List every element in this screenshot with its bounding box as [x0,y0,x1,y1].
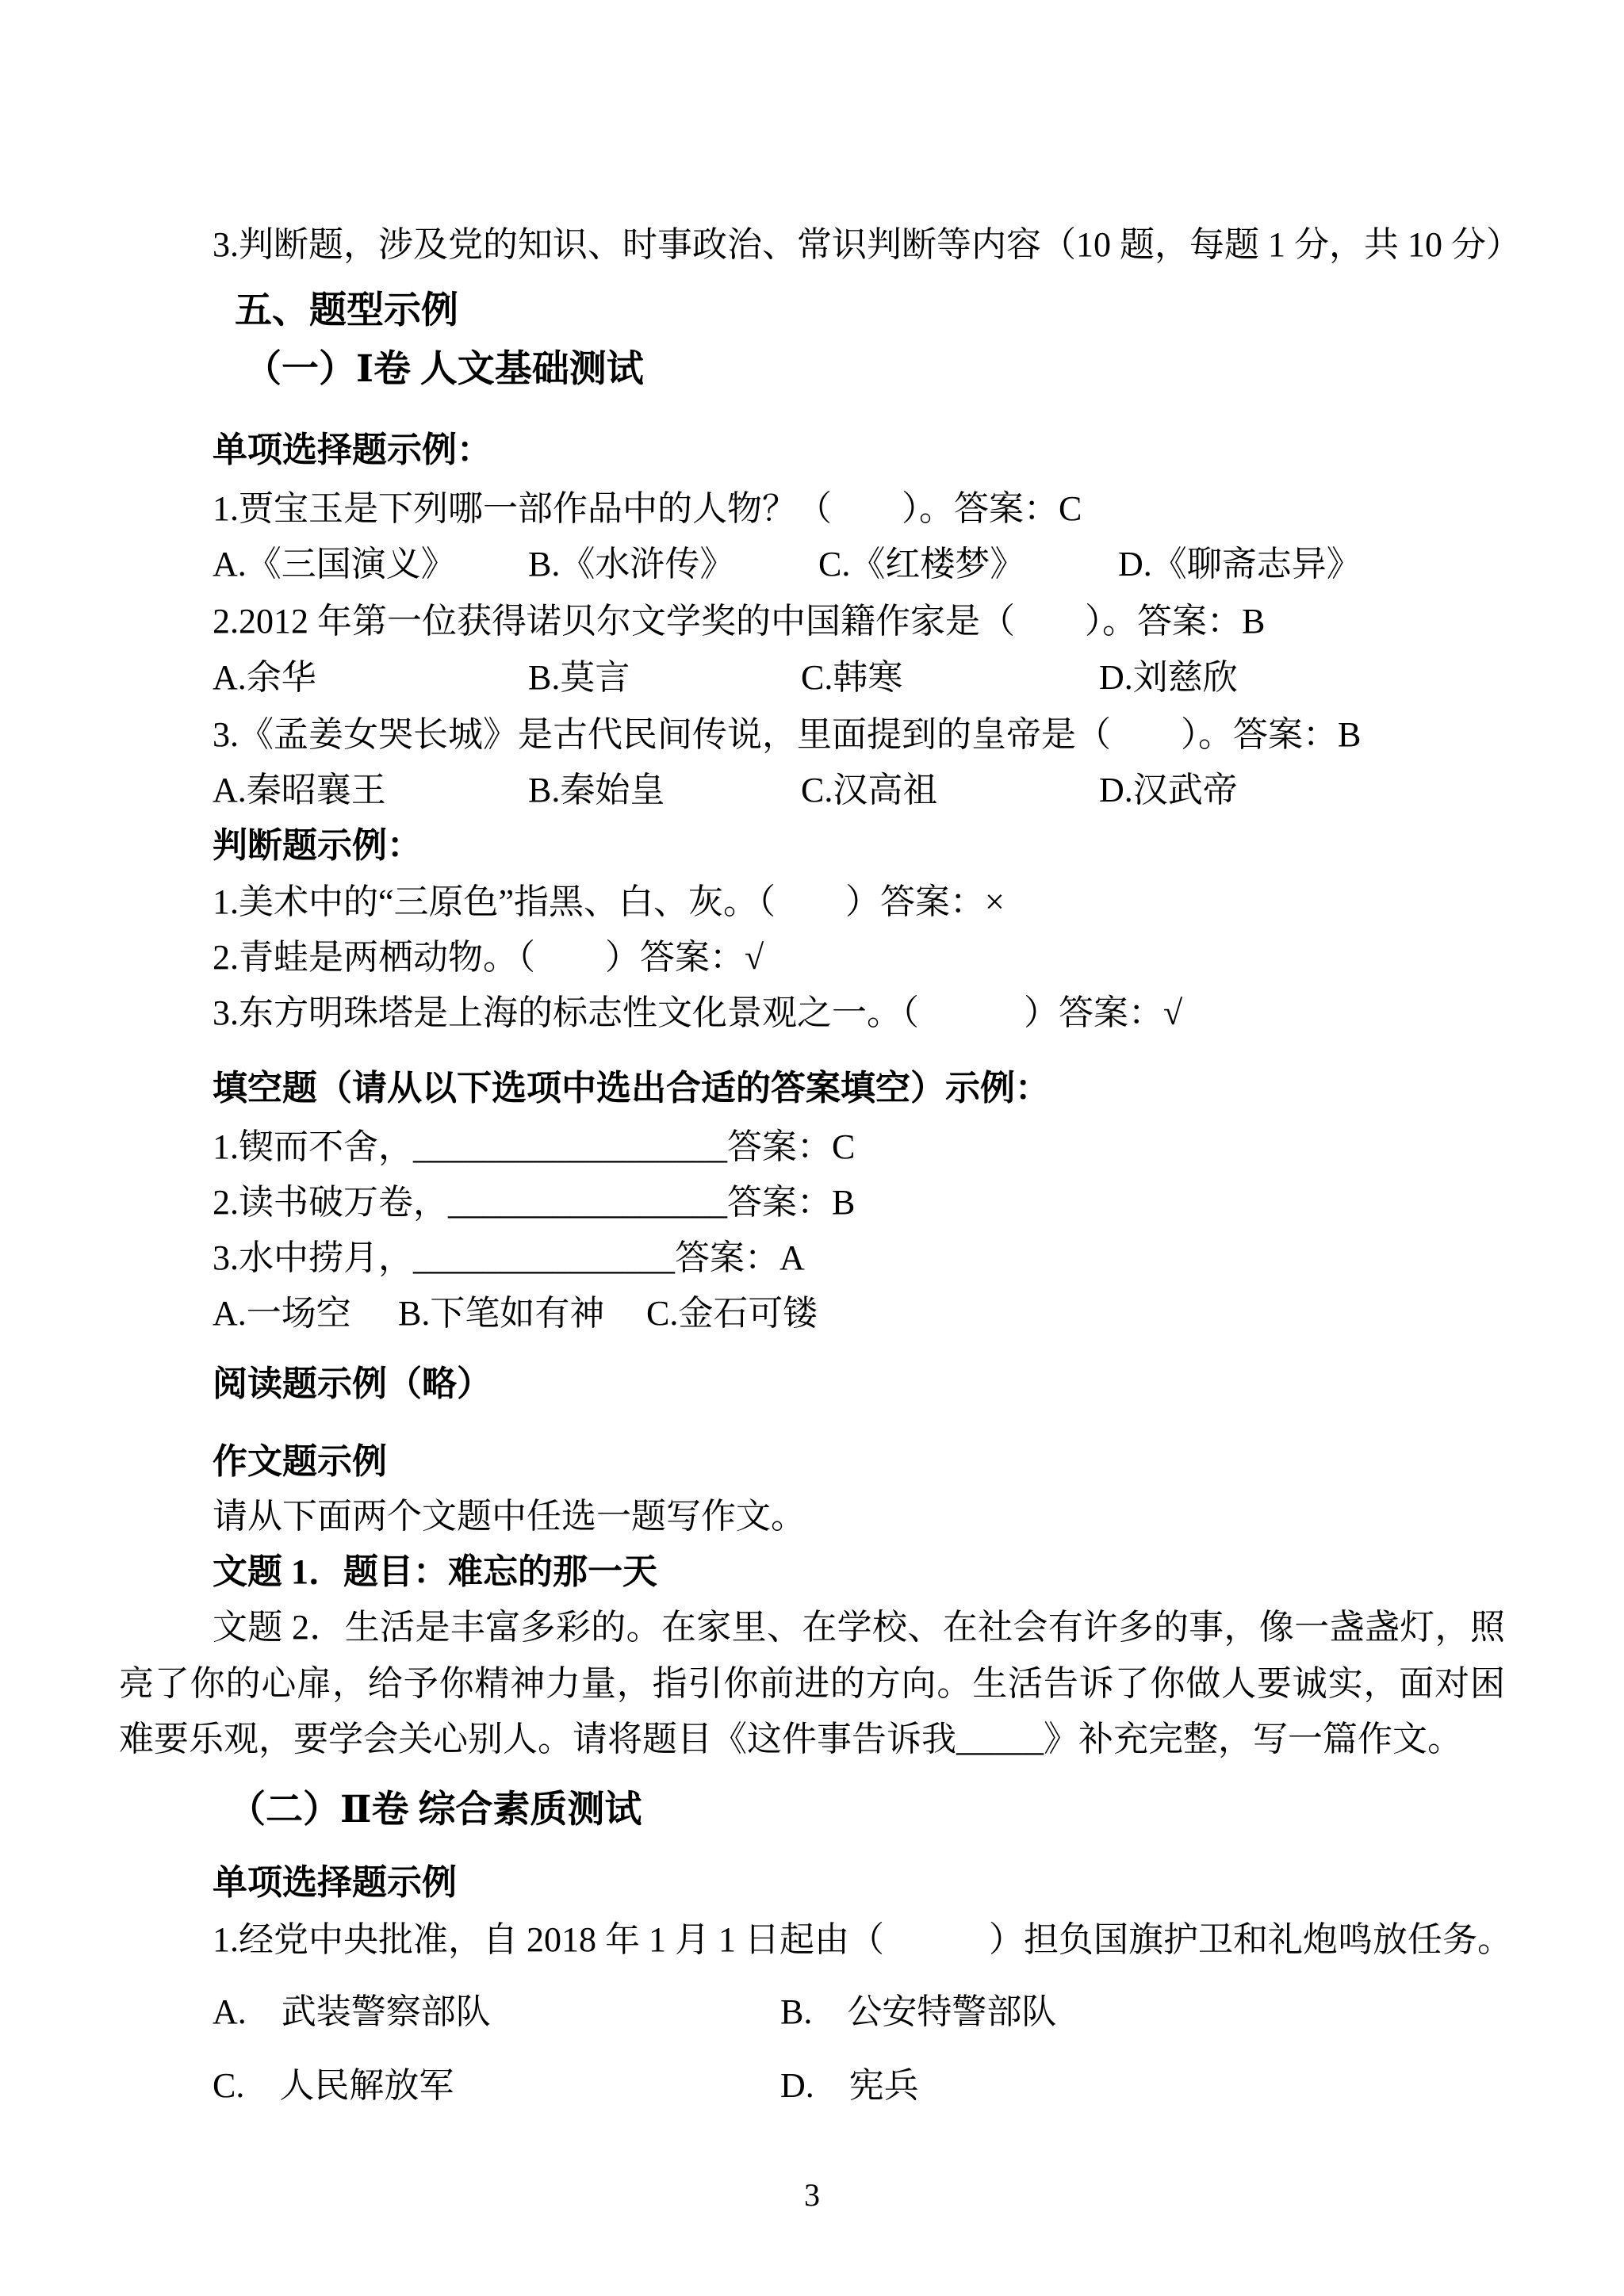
mcq-option: C.汉高祖 [801,771,938,809]
mcq-option: D.《聊斋志异》 [1118,545,1362,584]
fill-blank-label: 填空题（请从以下选项中选出合适的答案填空）示例： [213,1069,1050,1108]
mcq-question-1: 1.贾宝玉是下列哪一部作品中的人物？（ ）。答案：C [213,489,1082,528]
fill-blank-option: A.一场空 [213,1294,351,1333]
fill-blank-question-3: 3.水中捞月，_______________答案：A [213,1238,805,1277]
mcq-option: A.《三国演义》 [213,545,456,584]
part-two-heading: （二）Ⅱ卷 综合素质测试 [228,1789,642,1831]
judgment-examples-label: 判断题示例： [213,826,422,865]
mcq-question-3: 3.《孟姜女哭长城》是古代民间传说，里面提到的皇帝是（ ）。答案：B [213,715,1362,754]
mcq2-option: B. 公安特警部队 [780,1992,1057,2031]
mcq2-option: D. 宪兵 [780,2066,919,2105]
mcq-option: B.秦始皇 [528,771,665,809]
mcq-option: D.汉武帝 [1099,771,1238,809]
fill-blank-question-1: 1.锲而不舍，__________________答案：C [213,1127,856,1166]
mcq-option: C.韩寒 [801,658,903,697]
fill-blank-option: C.金石可镂 [646,1294,818,1333]
mcq-examples-label-2: 单项选择题示例 [213,1863,457,1902]
mcq-option: D.刘慈欣 [1099,658,1238,697]
mcq-option: B.莫言 [528,658,630,697]
judgment-question-2: 2.青蛙是两栖动物。（ ）答案：√ [213,938,764,977]
mcq-examples-label: 单项选择题示例： [213,430,492,469]
essay-topic-2: 文题 2．生活是丰富多彩的。在家里、在学校、在社会有许多的事，像一盏盏灯，照亮了你的心扉，给予你精神力量，指引你前进的方向。生活告诉了你做人要诚实，面对困难要乐观，要学会关心别人。请将题目《这件事告诉我_____》补充完整，写一篇作文。 [119,1608,1505,1758]
mcq-option: B.《水浒传》 [528,545,735,584]
part-one-heading: （一）Ⅰ卷 人文基础测试 [244,349,644,390]
essay-example-label: 作文题示例 [213,1442,387,1481]
mcq2-question-1: 1.经党中央批准，自 2018 年 1 月 1 日起由（ ）担负国旗护卫和礼炮鸣放任务。 [213,1920,1512,1959]
scoring-rule-line: 3.判断题，涉及党的知识、时事政治、常识判断等内容（10 题，每题 1 分，共 10 分） [213,225,1521,264]
mcq-option: A.秦昭襄王 [213,771,386,809]
judgment-question-1: 1.美术中的“三原色”指黑、白、灰。（ ）答案：× [213,882,1005,921]
mcq-option: C.《红楼梦》 [818,545,1025,584]
fill-blank-question-2: 2.读书破万卷，________________答案：B [213,1183,856,1222]
mcq-question-2: 2.2012 年第一位获得诺贝尔文学奖的中国籍作家是（ ）。答案：B [213,602,1266,641]
judgment-question-3: 3.东方明珠塔是上海的标志性文化景观之一。（ ）答案：√ [213,993,1183,1032]
mcq-option: A.余华 [213,658,316,697]
section-five-heading: 五、题型示例 [235,290,458,331]
mcq2-option: C. 人民解放军 [213,2066,454,2105]
page-number: 3 [804,2177,820,2213]
reading-example-label: 阅读题示例（略） [213,1364,492,1403]
essay-topic-1: 文题 1．题目：难忘的那一天 [213,1552,657,1591]
mcq2-option: A. 武装警察部队 [213,1992,491,2031]
fill-blank-option: B.下笔如有神 [398,1294,605,1333]
essay-instruction: 请从下面两个文题中任选一题写作文。 [213,1497,806,1536]
